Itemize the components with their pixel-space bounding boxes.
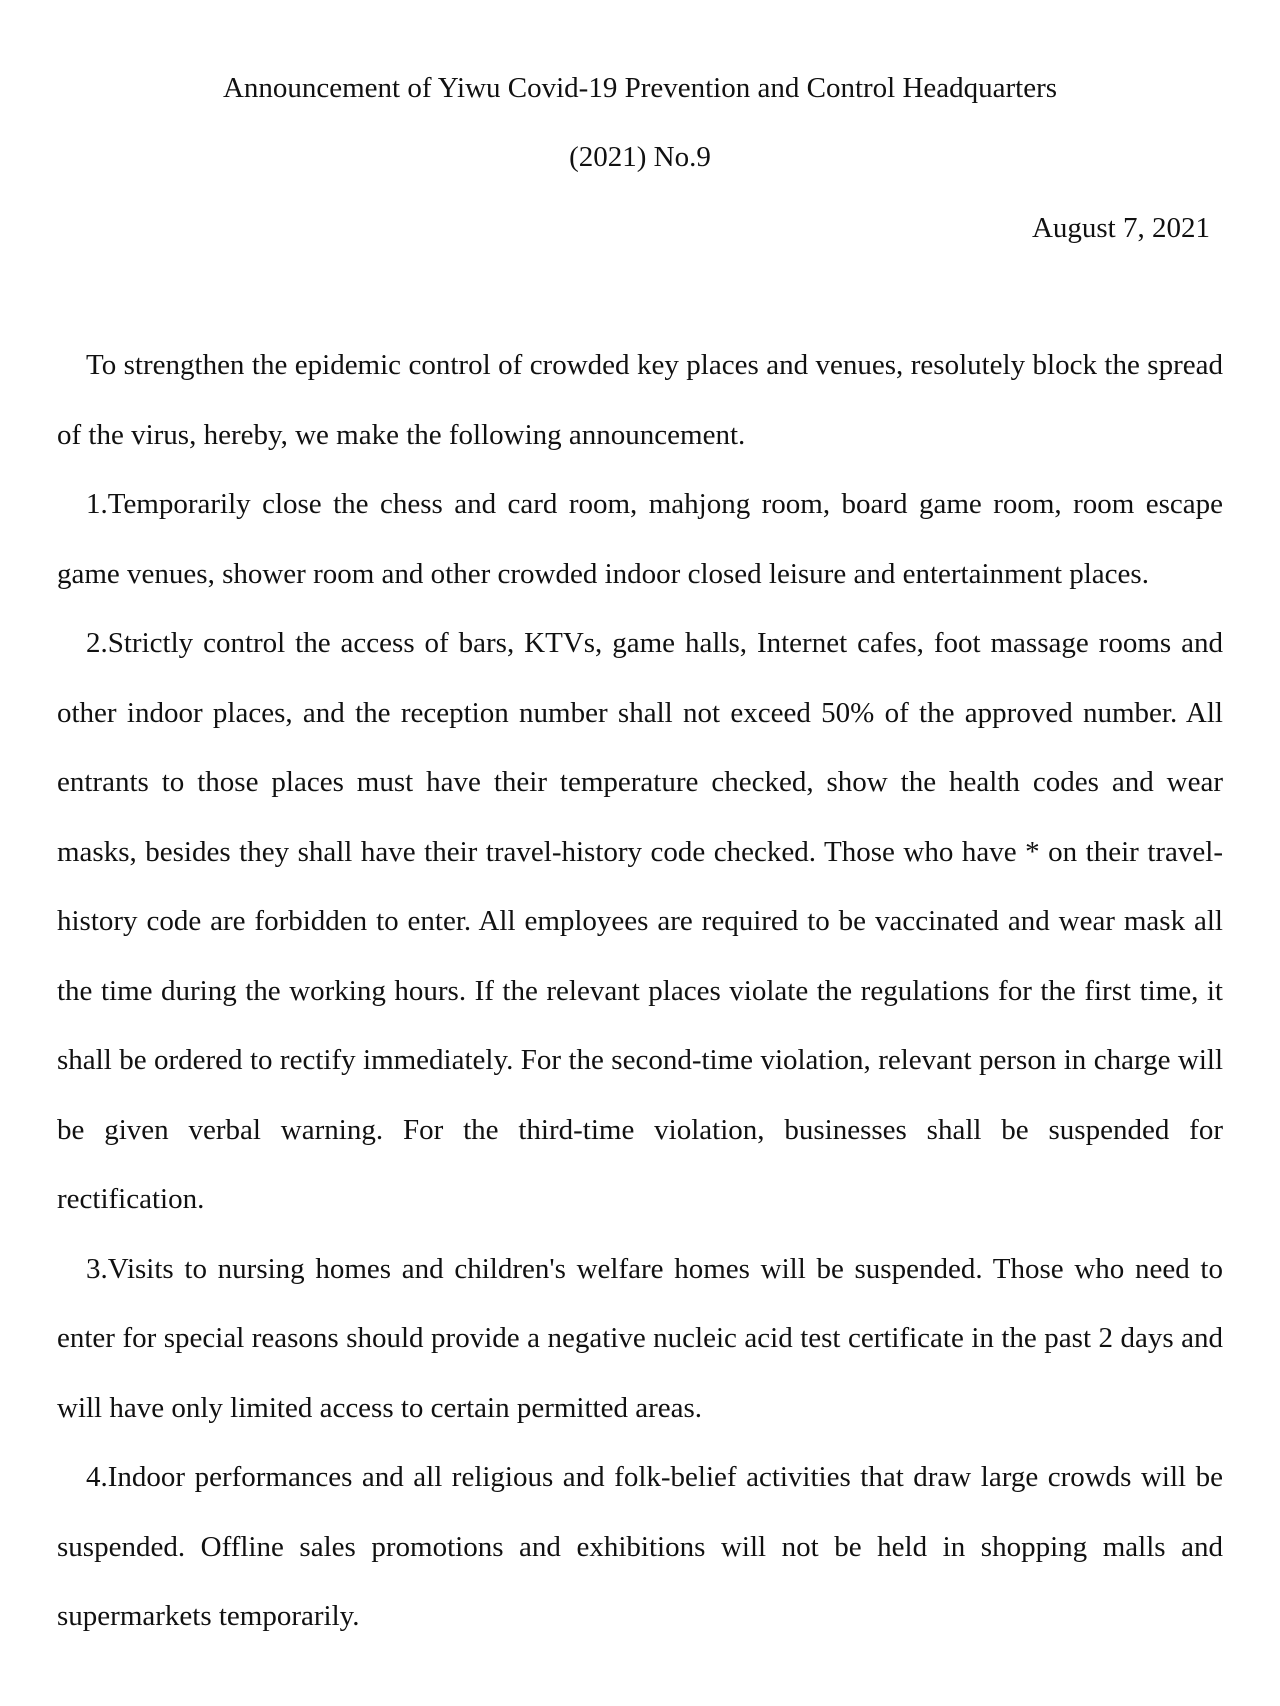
document-body	[57, 331, 1223, 1652]
intro-paragraph: To strengthen the epidemic control of crowded key places and venues, resolutely block the spread of the virus, hereby, we make the following announcement.	[57, 349, 1223, 451]
item-paragraph-2: 2.Strictly control the access of bars, KTVs, game halls, Internet cafes, foot massage rooms and other indoor places, and the reception number shall not exceed 50% of the approved number. All entrants to those places must have their temperature checked, show the health codes and wear masks, besides they shall have their travel-history code checked. Those who have * on their travel-history code are forbidden to enter. All employees are required to be vaccinated and wear mask all the time during the working hours. If the relevant places violate the regulations for the first time, it shall be ordered to rectify immediately. For the second-time violation, relevant person in charge will be given verbal warning. For the third-time violation, businesses shall be suspended for rectification.	[57, 627, 1223, 1215]
document-number: (2021) No.9	[569, 141, 711, 173]
item-paragraph-3: 3.Visits to nursing homes and children's welfare homes will be suspended. Those who need to enter for special reasons should provide a negative nucleic acid test certificate in the past 2 days and will have only limited access to certain permitted areas.	[57, 1252, 1223, 1424]
item-paragraph-1: 1.Temporarily close the chess and card room, mahjong room, board game room, room escape game venues, shower room and other crowded indoor closed leisure and entertainment places.	[57, 488, 1223, 590]
item-paragraph-4: 4.Indoor performances and all religious and folk-belief activities that draw large crowds will be suspended. Offline sales promotions and exhibitions will not be held in shopping malls and supermarkets temporarily.	[57, 1461, 1223, 1632]
document-title: Announcement of Yiwu Covid-19 Prevention and Control Headquarters	[222, 72, 1058, 104]
document-date: August 7, 2021	[1031, 212, 1210, 244]
